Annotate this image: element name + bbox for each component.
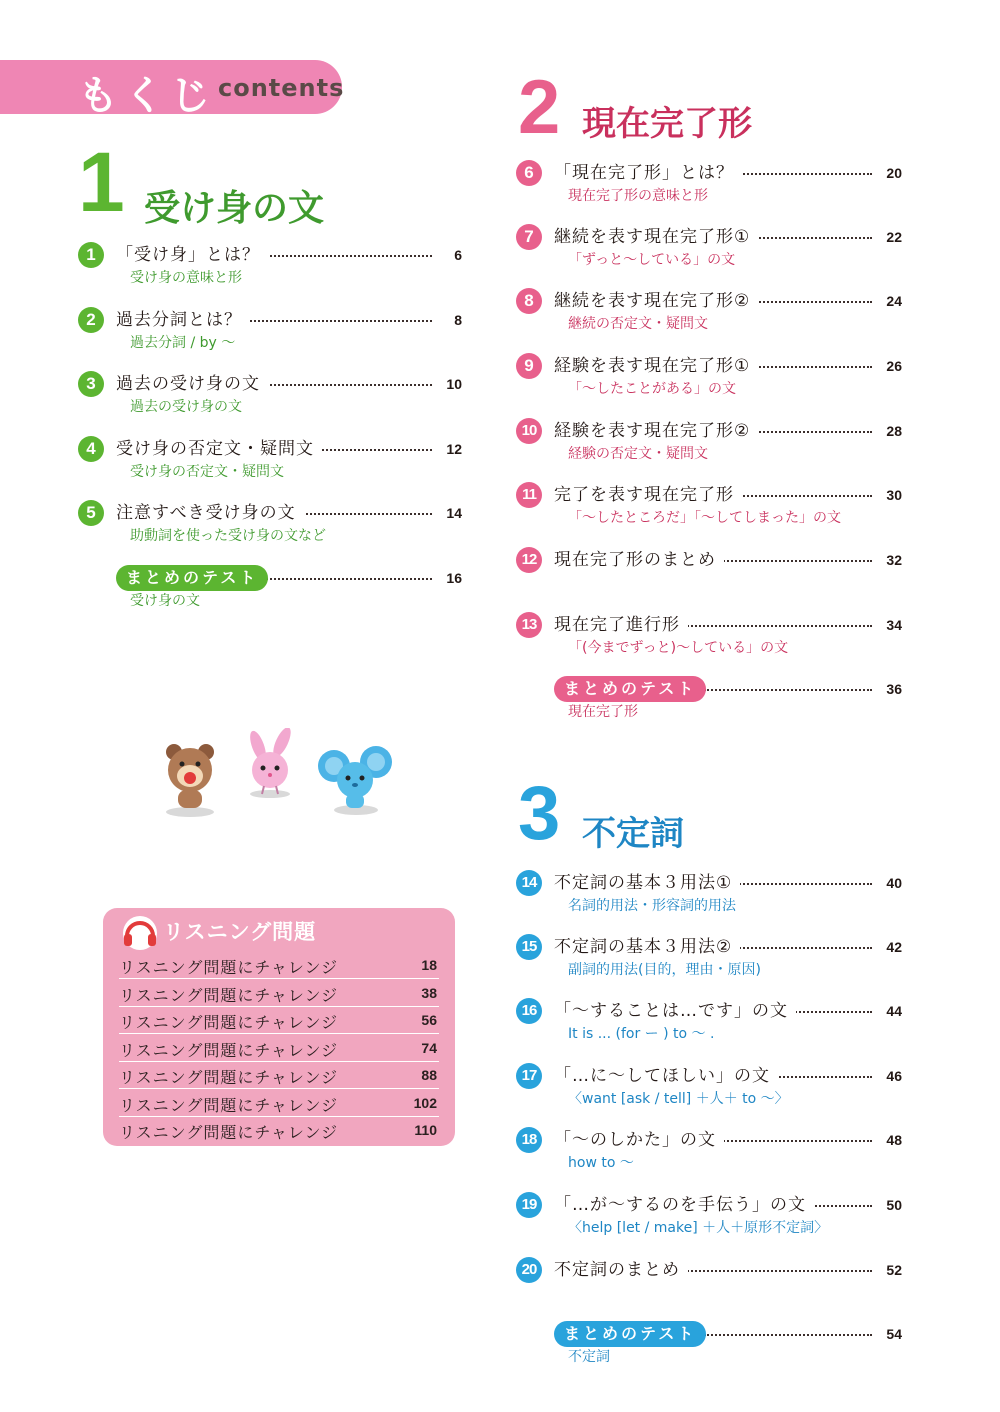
entry-subtitle: 経験の否定文・疑問文 xyxy=(568,446,708,462)
listening-row[interactable] xyxy=(119,1035,439,1062)
page-number: 30 xyxy=(880,482,902,508)
listening-row[interactable] xyxy=(119,1090,439,1117)
page-number: 12 xyxy=(440,436,462,462)
entry-title: 経験を表す現在完了形① xyxy=(554,353,758,379)
section-1-header xyxy=(78,135,378,230)
toc-entry[interactable] xyxy=(516,547,902,597)
page-number: 26 xyxy=(880,353,902,379)
entry-subtitle: 過去分詞 / by ～ xyxy=(130,335,236,351)
listening-row[interactable] xyxy=(119,1117,439,1144)
listening-row-label: リスニング問題にチャレンジ xyxy=(119,985,339,1005)
chapter-number-badge: 18 xyxy=(516,1127,542,1153)
chapter-number-badge: 14 xyxy=(516,870,542,896)
entry-subtitle: 「(今までずっと)～している」の文 xyxy=(568,640,789,656)
page-number: 16 xyxy=(440,565,462,591)
chapter-number-badge: 6 xyxy=(516,160,542,186)
chapter-number-badge: 13 xyxy=(516,612,542,638)
page-number: 8 xyxy=(448,307,462,333)
chapter-number-badge: 19 xyxy=(516,1192,542,1218)
entry-title: 経験を表す現在完了形② xyxy=(554,418,758,444)
page-number: 42 xyxy=(880,934,902,960)
chapter-number-badge: 4 xyxy=(78,436,104,462)
entry-subtitle: 過去の受け身の文 xyxy=(130,399,242,415)
entry-title: 現在完了形のまとめ xyxy=(554,547,724,573)
toc-entry[interactable] xyxy=(78,436,462,486)
entry-title: 不定詞の基本３用法① xyxy=(554,870,740,896)
toc-entry[interactable] xyxy=(516,998,902,1048)
section-2-number: 2 xyxy=(518,65,561,150)
page-number: 46 xyxy=(880,1063,902,1089)
toc-entry[interactable] xyxy=(78,371,462,421)
entry-subtitle: 名詞的用法・形容詞的用法 xyxy=(568,898,736,914)
summary-test-entry[interactable] xyxy=(554,676,902,726)
section-1-title: 受け身の文 xyxy=(144,188,325,229)
chapter-number-badge: 15 xyxy=(516,934,542,960)
entry-subtitle: 不定詞 xyxy=(568,1349,610,1365)
contents-banner xyxy=(0,60,345,119)
page-number: 14 xyxy=(440,500,462,526)
entry-title: 不定詞の基本３用法② xyxy=(554,934,740,960)
entry-subtitle: 「ずっと～している」の文 xyxy=(568,252,736,268)
page-number: 18 xyxy=(421,957,437,973)
leader-dots xyxy=(266,578,432,580)
page-number: 34 xyxy=(880,612,902,638)
chapter-number-badge: 8 xyxy=(516,288,542,314)
summary-test-label: まとめのテスト xyxy=(116,565,268,591)
toc-entry[interactable] xyxy=(516,870,902,920)
page-number: 36 xyxy=(880,676,902,702)
entry-subtitle: 「～したことがある」の文 xyxy=(568,381,736,397)
chapter-number-badge: 12 xyxy=(516,547,542,573)
entry-subtitle: 〈want [ask / tell] ＋人＋ to ～〉 xyxy=(568,1091,789,1107)
entry-title: 不定詞のまとめ xyxy=(554,1257,688,1283)
summary-test-entry[interactable] xyxy=(116,565,462,615)
entry-title: 「～することは…です」の文 xyxy=(554,998,796,1024)
contents-title-jp: もくじ xyxy=(78,73,216,119)
page-number: 50 xyxy=(880,1192,902,1218)
entry-subtitle: 現在完了形の意味と形 xyxy=(568,188,708,204)
entry-subtitle: how to ～ xyxy=(568,1155,634,1171)
toc-entry[interactable] xyxy=(516,1257,902,1307)
summary-test-label: まとめのテスト xyxy=(554,1321,706,1347)
page-number: 10 xyxy=(440,371,462,397)
toc-entry[interactable] xyxy=(516,288,902,338)
toc-entry[interactable] xyxy=(516,224,902,274)
summary-test-label: まとめのテスト xyxy=(554,676,706,702)
page-number: 22 xyxy=(880,224,902,250)
entry-subtitle: 副詞的用法(目的，理由・原因) xyxy=(568,962,761,978)
toc-entry[interactable] xyxy=(516,418,902,468)
page-number: 74 xyxy=(421,1039,437,1056)
toc-entry[interactable] xyxy=(516,482,902,532)
page-number: 6 xyxy=(448,242,462,268)
section-3-title: 不定詞 xyxy=(582,814,684,854)
entry-subtitle: 継続の否定文・疑問文 xyxy=(568,316,708,332)
chapter-number-badge: 7 xyxy=(516,224,542,250)
toc-entry[interactable] xyxy=(516,934,902,984)
page-number: 28 xyxy=(880,418,902,444)
page-number: 110 xyxy=(414,1122,437,1138)
page-number: 52 xyxy=(880,1257,902,1283)
toc-entry[interactable] xyxy=(516,612,902,662)
headphones-icon xyxy=(119,912,161,952)
listening-row-label: リスニング問題にチャレンジ xyxy=(119,1040,339,1060)
bear-character xyxy=(166,744,214,817)
listening-row[interactable] xyxy=(119,1007,439,1034)
entry-title: 継続を表す現在完了形② xyxy=(554,288,758,314)
entry-title: 「…が～するのを手伝う」の文 xyxy=(554,1192,814,1218)
entry-subtitle: 受け身の文 xyxy=(130,593,200,609)
entry-title: 過去分詞とは？ xyxy=(116,307,250,333)
chapter-number-badge: 3 xyxy=(78,371,104,397)
entry-subtitle: 「～したところだ」「～してしまった」の文 xyxy=(568,510,841,526)
toc-entry[interactable] xyxy=(516,160,902,210)
entry-title: 「…に～してほしい」の文 xyxy=(554,1063,778,1089)
chapter-number-badge: 20 xyxy=(516,1257,542,1283)
page-number: 88 xyxy=(421,1067,437,1083)
section-2-header xyxy=(518,65,818,150)
entry-title: 完了を表す現在完了形 xyxy=(554,482,742,508)
chapter-number-badge: 11 xyxy=(516,482,542,508)
page-number: 54 xyxy=(880,1321,902,1347)
listening-row-label: リスニング問題にチャレンジ xyxy=(119,1123,339,1142)
page-number: 20 xyxy=(880,160,902,186)
leader-dots xyxy=(704,1334,872,1336)
toc-entry[interactable] xyxy=(516,1127,902,1177)
contents-title-en: contents xyxy=(218,74,345,102)
listening-row[interactable] xyxy=(119,980,439,1007)
entry-title: 「現在完了形」とは？ xyxy=(554,160,742,186)
listening-row-label: リスニング問題にチャレンジ xyxy=(119,1013,339,1032)
toc-entry[interactable] xyxy=(516,1063,902,1113)
entry-subtitle: 現在完了形 xyxy=(568,704,638,720)
entry-subtitle: 受け身の意味と形 xyxy=(130,270,242,286)
entry-title: 過去の受け身の文 xyxy=(116,371,268,397)
page-number: 102 xyxy=(413,1094,437,1111)
entry-title: 「～のしかた」の文 xyxy=(554,1127,724,1153)
listening-row-label: リスニング問題にチャレンジ xyxy=(119,958,339,977)
chapter-number-badge: 17 xyxy=(516,1063,542,1089)
page-number: 32 xyxy=(880,547,902,573)
section-1-number: 1 xyxy=(78,135,125,229)
entry-title: 受け身の否定文・疑問文 xyxy=(116,436,322,462)
mouse-character xyxy=(318,746,392,815)
section-3-number: 3 xyxy=(518,771,561,856)
entry-title: 継続を表す現在完了形① xyxy=(554,224,758,250)
entry-title: 現在完了進行形 xyxy=(554,612,688,638)
rabbit-character xyxy=(247,728,294,798)
listening-row-label: リスニング問題にチャレンジ xyxy=(119,1068,339,1087)
chapter-number-badge: 2 xyxy=(78,307,104,333)
chapter-number-badge: 5 xyxy=(78,500,104,526)
entry-subtitle: 助動詞を使った受け身の文など xyxy=(130,528,326,544)
listening-row-label: リスニング問題にチャレンジ xyxy=(119,1095,339,1115)
entry-subtitle: It is ... (for ー ) to ～ . xyxy=(568,1026,715,1042)
chapter-number-badge: 16 xyxy=(516,998,542,1024)
entry-subtitle: 〈help [let / make] ＋人＋原形不定詞〉 xyxy=(568,1220,829,1236)
listening-title: リスニング問題 xyxy=(163,920,317,944)
entry-title: 注意すべき受け身の文 xyxy=(116,500,304,526)
toc-entry[interactable] xyxy=(78,500,462,550)
page-number: 56 xyxy=(421,1012,437,1028)
chapter-number-badge: 10 xyxy=(516,418,542,444)
listening-box xyxy=(103,908,455,1146)
toc-entry[interactable] xyxy=(516,353,902,403)
page-number: 44 xyxy=(880,998,902,1024)
listening-row[interactable] xyxy=(119,1062,439,1089)
toc-entry[interactable] xyxy=(78,307,462,357)
page-number: 40 xyxy=(880,870,902,896)
chapter-number-badge: 1 xyxy=(78,242,104,268)
leader-dots xyxy=(704,689,872,691)
entry-subtitle: 受け身の否定文・疑問文 xyxy=(130,464,284,480)
toc-entry[interactable] xyxy=(516,1192,902,1242)
listening-row[interactable] xyxy=(119,952,439,979)
page-number: 38 xyxy=(421,984,437,1001)
toc-entry[interactable] xyxy=(78,242,462,292)
section-3-header xyxy=(518,771,818,856)
summary-test-entry[interactable] xyxy=(554,1321,902,1371)
characters-illustration xyxy=(160,728,400,820)
chapter-number-badge: 9 xyxy=(516,353,542,379)
entry-title: 「受け身」とは？ xyxy=(116,242,268,268)
page-number: 24 xyxy=(880,288,902,314)
section-2-title: 現在完了形 xyxy=(582,104,752,144)
page-number: 48 xyxy=(880,1127,902,1153)
